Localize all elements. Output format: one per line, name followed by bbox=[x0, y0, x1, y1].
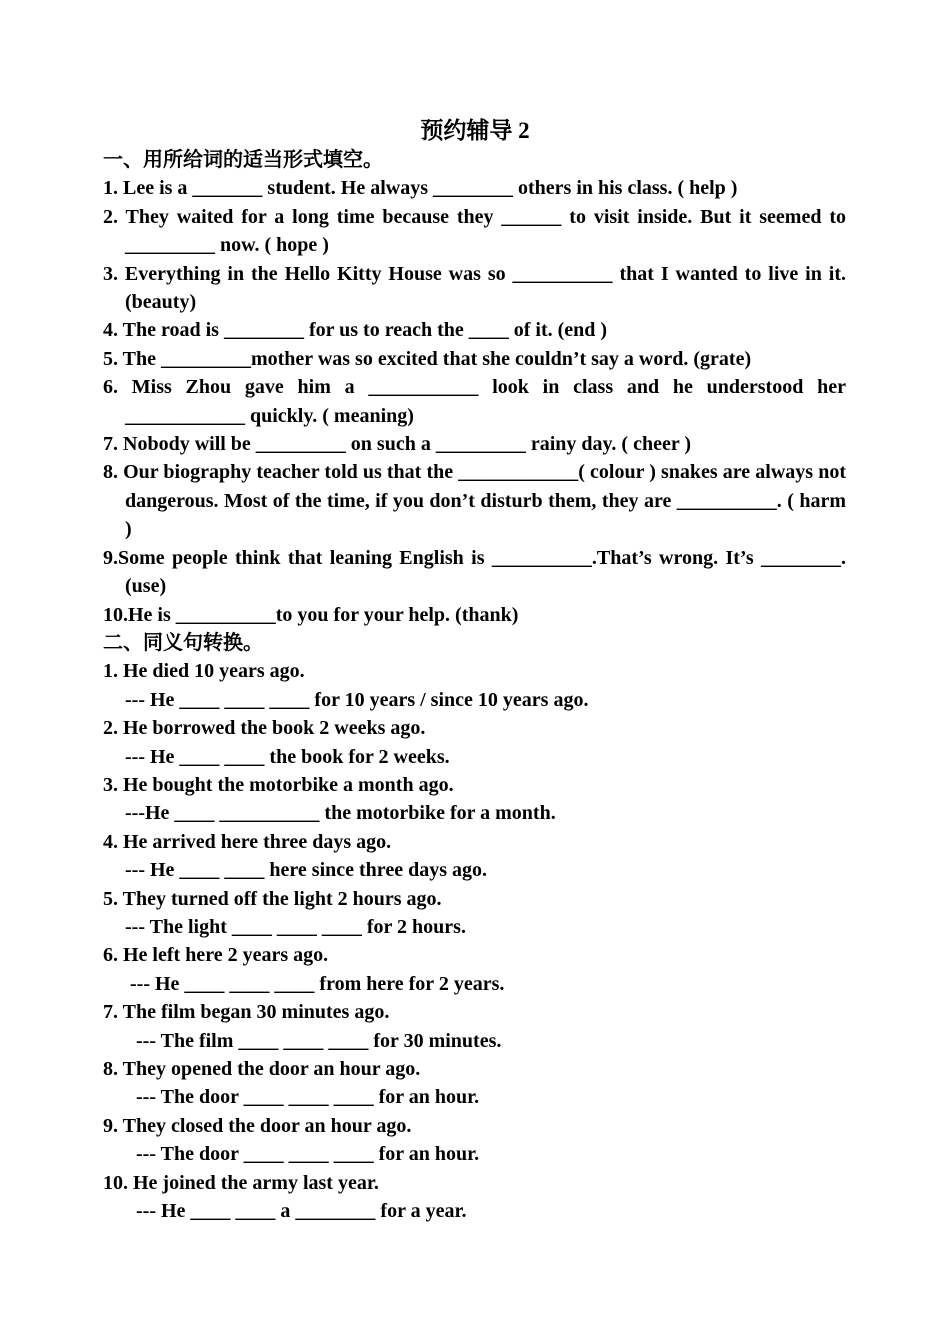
worksheet-content bbox=[103, 146, 846, 1225]
rewrite-original-5: 5. They turned off the light 2 hours ago. bbox=[103, 887, 442, 910]
rewrite-target-7: --- The film ____ ____ ____ for 30 minutes. bbox=[136, 1029, 502, 1052]
rewrite-target-5: --- The light ____ ____ ____ for 2 hours. bbox=[125, 915, 466, 938]
section-2-heading: 二、同义句转换。 bbox=[103, 631, 263, 654]
rewrite-original-9: 9. They closed the door an hour ago. bbox=[103, 1114, 412, 1137]
fill-blank-item-3: 3. Everything in the Hello Kitty House was so __________ that I wanted to live in it. (beauty) bbox=[103, 262, 846, 314]
rewrite-original-10: 10. He joined the army last year. bbox=[103, 1171, 379, 1194]
fill-blank-item-7: 7. Nobody will be _________ on such a _________ rainy day. ( cheer ) bbox=[103, 433, 691, 456]
rewrite-original-4: 4. He arrived here three days ago. bbox=[103, 830, 392, 853]
rewrite-target-8: --- The door ____ ____ ____ for an hour. bbox=[136, 1086, 480, 1109]
rewrite-original-6: 6. He left here 2 years ago. bbox=[103, 944, 329, 967]
fill-blank-item-6: 6. Miss Zhou gave him a ___________ look in class and he understood her ____________ quickly. ( meaning) bbox=[103, 376, 846, 427]
rewrite-target-2: --- He ____ ____ the book for 2 weeks. bbox=[125, 745, 450, 768]
page-title: 预约辅导 2 bbox=[420, 118, 530, 143]
rewrite-original-1: 1. He died 10 years ago. bbox=[103, 660, 305, 683]
fill-blank-item-9: 9.Some people think that leaning English is __________.That’s wrong. It’s ________. (use) bbox=[103, 546, 846, 598]
section-1-heading: 一、用所给词的适当形式填空。 bbox=[103, 149, 383, 171]
fill-blank-item-2: 2. They waited for a long time because they ______ to visit inside. But it seemed to _________ now. ( hope ) bbox=[103, 205, 846, 257]
rewrite-target-3: ---He ____ __________ the motorbike for a month. bbox=[125, 802, 556, 825]
rewrite-original-7: 7. The film began 30 minutes ago. bbox=[103, 1001, 390, 1024]
rewrite-target-6: --- He ____ ____ ____ from here for 2 years. bbox=[130, 972, 505, 995]
fill-blank-item-5: 5. The _________mother was so excited that she couldn’t say a word. (grate) bbox=[103, 347, 752, 370]
fill-blank-item-4: 4. The road is ________ for us to reach the ____ of it. (end ) bbox=[103, 319, 608, 342]
rewrite-original-3: 3. He bought the motorbike a month ago. bbox=[103, 773, 454, 796]
fill-blank-item-10: 10.He is __________to you for your help. (thank) bbox=[103, 603, 519, 626]
rewrite-target-10: --- He ____ ____ a ________ for a year. bbox=[136, 1200, 467, 1223]
rewrite-original-2: 2. He borrowed the book 2 weeks ago. bbox=[103, 717, 426, 740]
rewrite-target-4: --- He ____ ____ here since three days ago. bbox=[125, 859, 487, 882]
rewrite-target-9: --- The door ____ ____ ____ for an hour. bbox=[136, 1143, 480, 1166]
rewrite-target-1: --- He ____ ____ ____ for 10 years / since 10 years ago. bbox=[125, 688, 589, 711]
fill-blank-item-1: 1. Lee is a _______ student. He always ________ others in his class. ( help ) bbox=[103, 177, 738, 200]
fill-blank-item-8: 8. Our biography teacher told us that the ____________( colour ) snakes are always not dangerous. Most of the time, if you don’t disturb them, they are __________. ( harm ) bbox=[103, 461, 846, 541]
rewrite-original-8: 8. They opened the door an hour ago. bbox=[103, 1058, 421, 1080]
